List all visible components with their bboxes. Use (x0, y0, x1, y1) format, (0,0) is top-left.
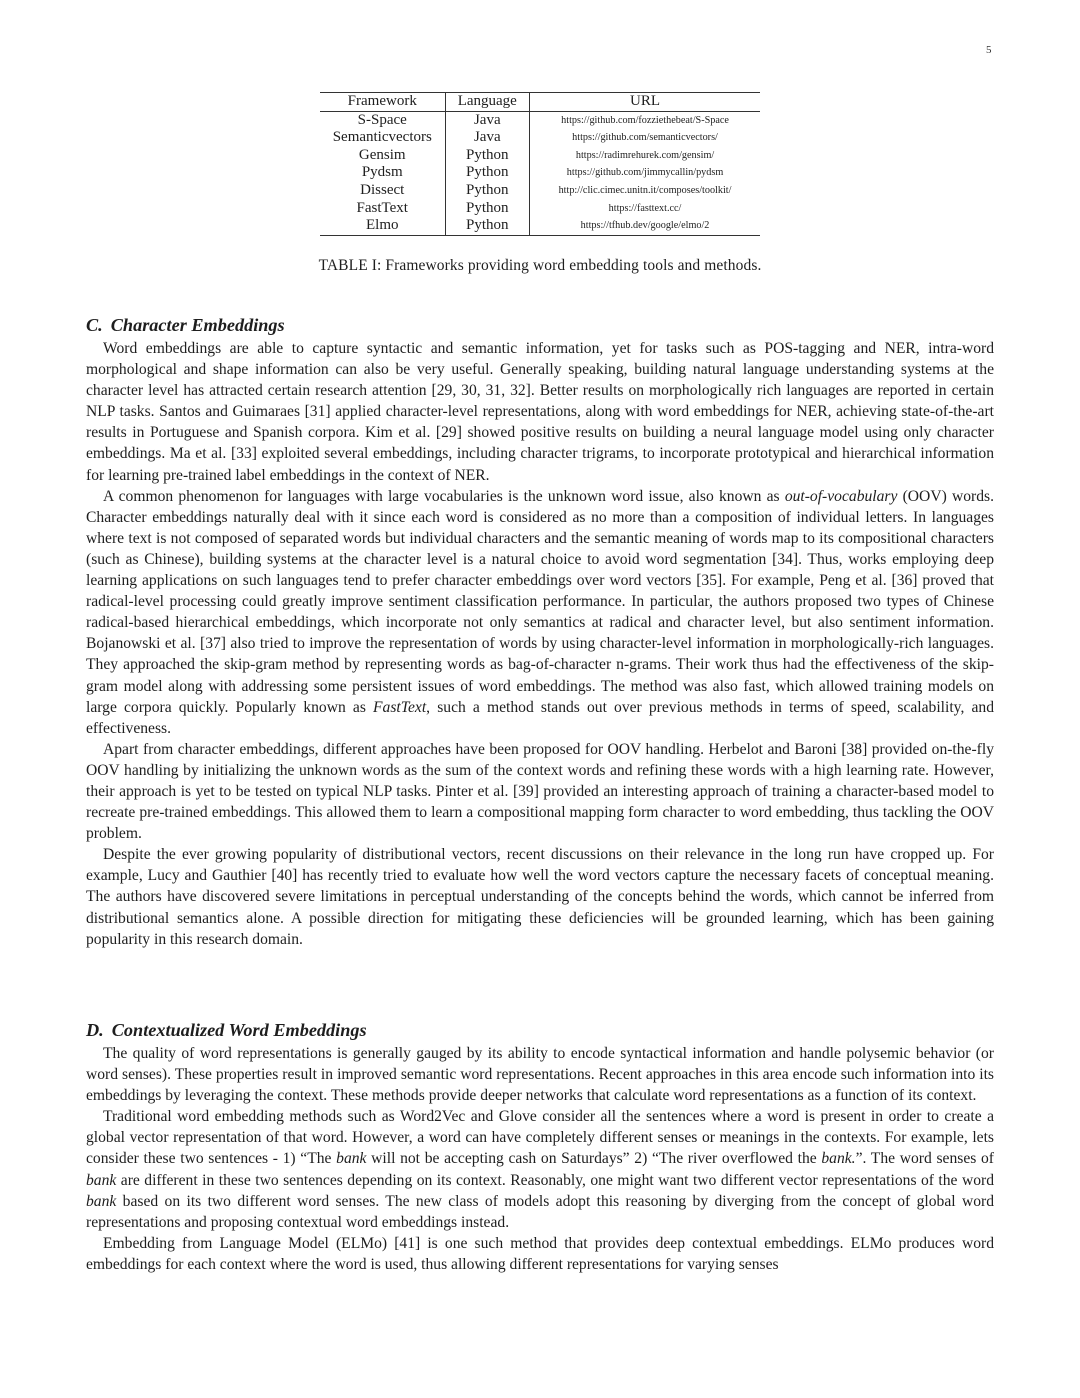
text-run: A common phenomenon for languages with large vocabularies is the unknown word issue, also known as (103, 487, 785, 505)
cell-url: https://github.com/semanticvectors/ (572, 132, 718, 144)
table-row (320, 217, 760, 235)
table-header-row (320, 93, 760, 112)
paragraph: Despite the ever growing popularity of distributional vectors, recent discussions on their relevance in the long run have cropped up. For example, Lucy and Gauthier [40] has recently tried to evaluate how well the word vectors capture the necessary facets of conceptual meaning. The authors have discovered severe limitations in perceptual understanding of the concepts behind the words, which cannot be inferred from distributional semantics alone. A possible direction for mitigating these deficiencies will be grounded learning, which has been gaining popularity in this research domain. (86, 846, 994, 948)
text-run: (OOV) words. Character embeddings naturally deal with it since each word is considered as no more than a composition of individual letters. In languages where text is not composed of separated words but individual characters and the semantic meaning of words map to its compositional characters (such as Chinese), building systems at the character level is a natural choice to avoid word segmentation [34]. Thus, works employing deep learning applications on such languages tend to prefer character embeddings over word vectors [35]. For example, Peng et al. [36] proved that radical-level processing could greatly improve sentiment classification performance. In particular, the authors proposed two types of Chinese radical-based hierarchical embeddings, which incorporate not only semantics at radical and character level, but also sentiment information. Bojanowski et al. [37] also tried to improve the representation of words by using character-level information in morphologically-rich languages. They approached the skip-gram method by representing words as bag-of-character n-grams. Their work thus had the effectiveness of the skip-gram model along with addressing some persistent issues of word embeddings. The method was also fast, which allowed training models on large corpora quickly. Popularly known as (86, 487, 994, 716)
section-heading (86, 315, 994, 338)
section-contextualized-embeddings (86, 1020, 994, 1275)
text-run: based on its two different word senses. The new class of models adopt this reasoning by diverging from the concept of global word representations and proposing contextual word embeddings instead. (86, 1192, 994, 1231)
cell-url: https://github.com/fozziethebeat/S-Space (561, 114, 729, 126)
section-number: D. (86, 1020, 104, 1040)
section-title: Character Embeddings (110, 315, 285, 335)
italic-term: out-of-vocabulary (784, 487, 898, 505)
italic-term: bank (86, 1171, 117, 1189)
italic-term: bank. (821, 1150, 856, 1168)
table-body (320, 111, 760, 235)
cell-language: Python (445, 147, 530, 165)
cell-framework: FastText (320, 200, 445, 218)
cell-url: https://tfhub.dev/google/elmo/2 (580, 220, 710, 232)
frameworks-table (320, 92, 760, 236)
header-framework: Framework (320, 93, 445, 112)
cell-framework: S-Space (320, 111, 445, 129)
cell-language: Java (445, 111, 530, 129)
paragraph (86, 486, 994, 739)
cell-url: https://fasttext.cc/ (608, 202, 682, 214)
cell-language: Python (445, 200, 530, 218)
text-run: , such a method stands out over previous methods in terms of speed, scalability, and effectiveness. (86, 698, 994, 737)
cell-language: Java (445, 129, 530, 147)
section-title: Contextualized Word Embeddings (111, 1020, 367, 1040)
table-row (320, 147, 760, 165)
cell-framework: Pydsm (320, 164, 445, 182)
italic-term: bank (86, 1192, 117, 1210)
section-heading (86, 1020, 994, 1043)
text-run: ”. The word senses of (855, 1150, 994, 1168)
cell-url: http://clic.cimec.unitn.it/composes/toolkit/ (558, 184, 732, 196)
cell-framework: Gensim (320, 147, 445, 165)
table-row (320, 111, 760, 129)
cell-framework: Elmo (320, 217, 445, 235)
table-row (320, 129, 760, 147)
paragraph: Embedding from Language Model (ELMo) [41] is one such method that provides deep contextual embeddings. ELMo produces word embeddings for each context where the word is used, thus allowing different representations for varying senses (86, 1234, 994, 1273)
text-run: Traditional word embedding methods such as Word2Vec and Glove consider all the sentences where a word is present in order to create a global vector representation of that word. However, a word can have completely different senses or meanings in the contexts. For example, lets consider these two sentences - 1) “The (86, 1108, 994, 1168)
header-language: Language (445, 93, 530, 112)
table-row (320, 164, 760, 182)
section-number: C. (86, 315, 103, 335)
text-run: are different in these two sentences depending on its context. Reasonably, one might want two different vector representations of the word (116, 1171, 994, 1189)
paragraph: Word embeddings are able to capture syntactic and semantic information, yet for tasks such as POS-tagging and NER, intra-word morphological and shape information can also be very useful. Generally speaking, building natural language understanding systems at the character level has attracted certain research attention [29, 30, 31, 32]. Better results on morphologically rich languages are reported in certain NLP tasks. Santos and Guimaraes [31] applied character-level representations, along with word embeddings for NER, achieving state-of-the-art results in Portuguese and Spanish corpora. Kim et al. [29] showed positive results on building a neural language model using only character embeddings. Ma et al. [33] exploited several embeddings, including character trigrams, to incorporate prototypical and hierarchical information for learning pre-trained label embeddings in the context of NER. (86, 340, 994, 484)
cell-framework: Dissect (320, 182, 445, 200)
table-caption: TABLE I: Frameworks providing word embedding tools and methods. (318, 257, 762, 274)
cell-language: Python (445, 164, 530, 182)
cell-url: https://github.com/jimmycallin/pydsm (566, 167, 724, 179)
table-row (320, 182, 760, 200)
cell-language: Python (445, 217, 530, 235)
page-number: 5 (986, 44, 992, 56)
paragraph: Apart from character embeddings, different approaches have been proposed for OOV handling. Herbelot and Baroni [38] provided on-the-fly OOV handling by initializing the unknown words as the sum of the context words and refining these words with a high learning rate. However, their approach is yet to be tested on typical NLP tasks. Pinter et al. [39] provided an interesting approach of training a character-based model to recreate pre-trained embeddings. This allowed them to learn a compositional mapping form character to word embedding, thus tackling the OOV problem. (86, 740, 994, 843)
paragraph: The quality of word representations is generally gauged by its ability to encode syntactical information and handle polysemic behavior (or word senses). These properties result in improved semantic word representations. Recent approaches in this area encode such information into its embeddings by leveraging the context. These methods provide deeper networks that calculate word representations as a function of its context. (86, 1045, 994, 1105)
cell-url: https://radimrehurek.com/gensim/ (575, 149, 715, 161)
paragraph (86, 1106, 994, 1233)
table-row (320, 200, 760, 218)
italic-term: bank (336, 1150, 367, 1168)
section-character-embeddings (86, 315, 994, 950)
header-url: URL (530, 93, 760, 112)
frameworks-table-container (320, 92, 760, 236)
cell-language: Python (445, 182, 530, 200)
cell-framework: Semanticvectors (320, 129, 445, 147)
italic-term: FastText (373, 698, 427, 716)
text-run: will not be accepting cash on Saturdays” 2) “The river overflowed the (366, 1150, 822, 1168)
